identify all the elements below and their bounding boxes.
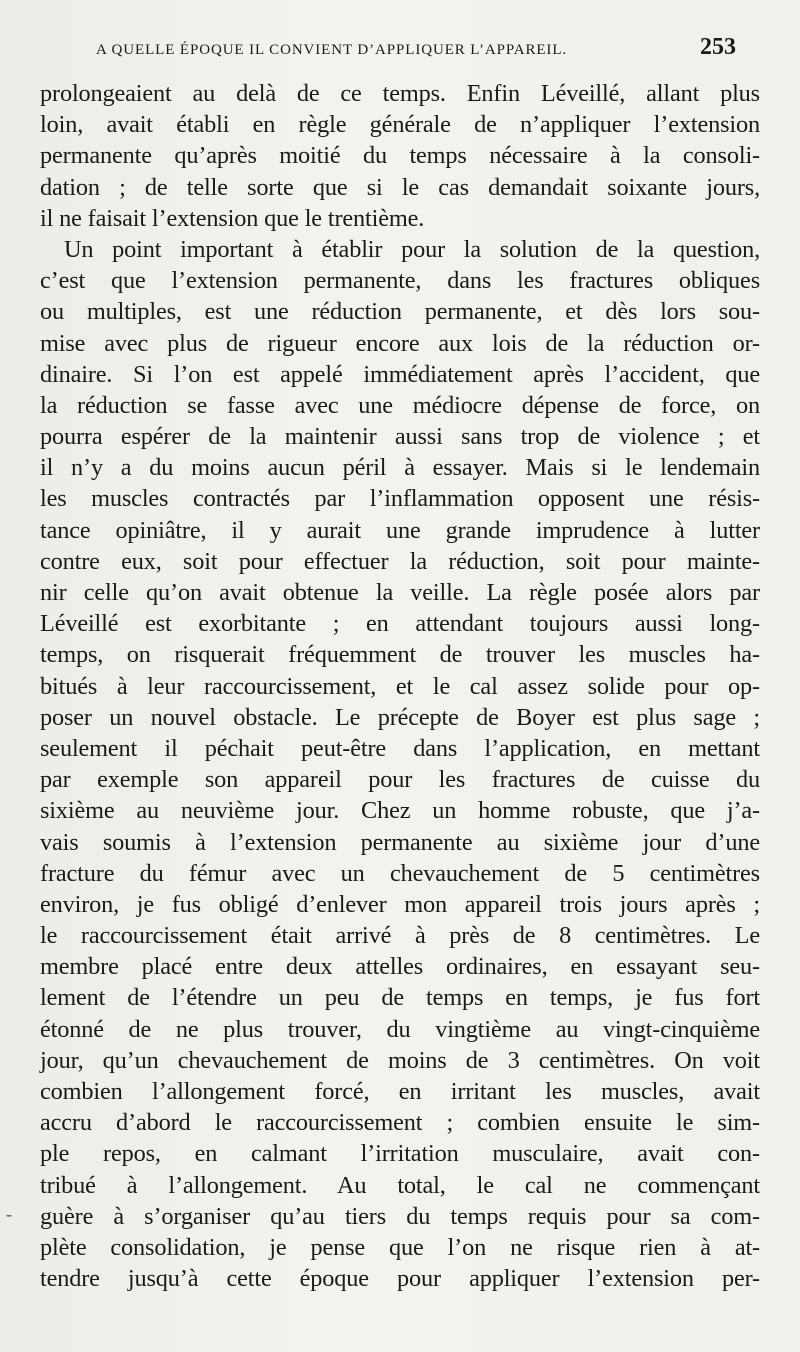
text-line: contre eux, soit pour effectuer la réduction, soit pour mainte-	[40, 547, 760, 575]
running-title: A QUELLE ÉPOQUE IL CONVIENT D’APPLIQUER L’APPAREIL.	[96, 42, 568, 58]
text-line: Léveillé est exorbitante ; en attendant toujours aussi long-	[40, 610, 760, 638]
text-line: il ne faisait l’extension que le trentième.	[40, 204, 425, 232]
text-line: il n’y a du moins aucun péril à essayer. Mais si le lendemain	[40, 454, 760, 482]
text-line: guère à s’organiser qu’au tiers du temps requis pour sa com-	[40, 1202, 760, 1230]
page-number: 253	[700, 34, 736, 60]
text-line: nir celle qu’on avait obtenue la veille. La règle posée alors par	[40, 579, 760, 606]
text-line: tance opiniâtre, il y aurait une grande imprudence à lutter	[40, 516, 760, 544]
text-line: tribué à l’allongement. Au total, le cal ne commençant	[40, 1171, 760, 1199]
text-line: sixième au neuvième jour. Chez un homme robuste, que j’a-	[40, 797, 760, 825]
text-line: poser un nouvel obstacle. Le précepte de Boyer est plus sage ;	[40, 703, 760, 731]
paragraph	[40, 234, 760, 1294]
text-line: lement de l’étendre un peu de temps en temps, je fus fort	[40, 984, 760, 1012]
text-line: les muscles contractés par l’inflammation opposent une résis-	[40, 485, 760, 513]
text-line: étonné de ne plus trouver, du vingtième au vingt-cinquième	[40, 1015, 760, 1043]
text-line: seulement il péchait peut-être dans l’application, en mettant	[40, 734, 760, 762]
text-line: environ, je fus obligé d’enlever mon appareil trois jours après ;	[40, 890, 760, 918]
text-line: permanente qu’après moitié du temps nécessaire à la consoli-	[40, 142, 760, 170]
text-line: membre placé entre deux attelles ordinaires, en essayant seu-	[40, 953, 760, 981]
text-line: combien l’allongement forcé, en irritant les muscles, avait	[40, 1078, 760, 1105]
text-line: fracture du fémur avec un chevauchement de 5 centimètres	[40, 859, 760, 887]
text-line: Un point important à établir pour la solution de la question,	[64, 235, 760, 263]
text-line: mise avec plus de rigueur encore aux lois de la réduction or-	[40, 329, 760, 357]
text-line: jour, qu’un chevauchement de moins de 3 centimètres. On voit	[40, 1046, 760, 1074]
text-line: la réduction se fasse avec une médiocre dépense de force, on	[40, 391, 760, 419]
text-line: tendre jusqu’à cette époque pour appliquer l’extension per-	[40, 1265, 760, 1293]
text-line: le raccourcissement était arrivé à près de 8 centimètres. Le	[40, 922, 760, 950]
text-line: par exemple son appareil pour les fractures de cuisse du	[40, 766, 760, 794]
running-header	[96, 34, 736, 68]
margin-mark: -	[6, 1204, 12, 1224]
text-line: ple repos, en calmant l’irritation musculaire, avait con-	[40, 1140, 760, 1168]
text-line: dinaire. Si l’on est appelé immédiatement après l’accident, que	[40, 360, 760, 388]
paragraph	[40, 78, 760, 234]
text-line: temps, on risquerait fréquemment de trouver les muscles ha-	[40, 641, 760, 669]
text-line: vais soumis à l’extension permanente au sixième jour d’une	[40, 828, 760, 856]
text-line: bitués à leur raccourcissement, et le cal assez solide pour op-	[40, 672, 760, 700]
text-line: c’est que l’extension permanente, dans les fractures obliques	[40, 267, 760, 295]
text-line: ou multiples, est une réduction permanente, et dès lors sou-	[40, 298, 760, 326]
text-line: pourra espérer de la maintenir aussi sans trop de violence ; et	[40, 423, 760, 451]
text-line: prolongeaient au delà de ce temps. Enfin Léveillé, allant plus	[40, 80, 760, 107]
text-line: dation ; de telle sorte que si le cas demandait soixante jours,	[40, 173, 760, 201]
body-text	[40, 78, 760, 1294]
text-line: accru d’abord le raccourcissement ; combien ensuite le sim-	[40, 1109, 760, 1137]
text-line: loin, avait établi en règle générale de n’appliquer l’extension	[40, 111, 760, 139]
text-line: plète consolidation, je pense que l’on ne risque rien à at-	[40, 1233, 760, 1261]
